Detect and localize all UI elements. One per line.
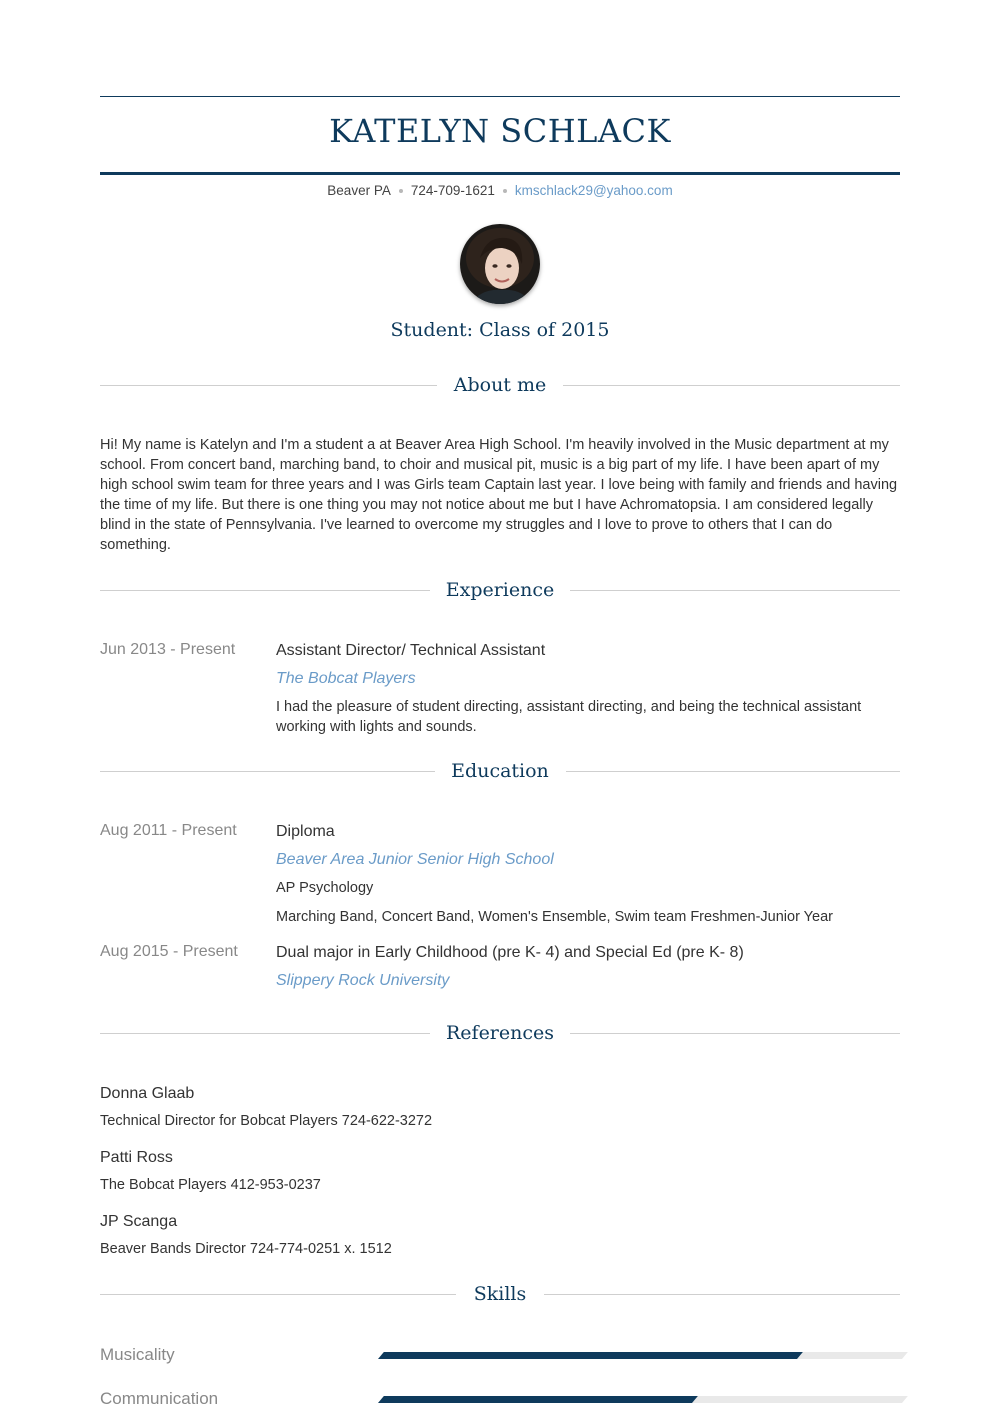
section-title: Skills (473, 1283, 527, 1305)
section-skills-heading (100, 1279, 900, 1309)
section-title: References (445, 1022, 555, 1044)
headline: Student: Class of 2015 (390, 319, 610, 341)
entry-organization: The Bobcat Players (276, 670, 416, 687)
section-title: Experience (445, 579, 555, 601)
reference-item (100, 1212, 900, 1259)
header-bottom-rule (100, 172, 900, 175)
section-experience-heading (100, 575, 900, 605)
skill-row (100, 1387, 900, 1411)
entry-body (276, 822, 886, 927)
separator-dot (503, 189, 507, 193)
reference-info: Technical Director for Bobcat Players 724-622-3272 (100, 1113, 433, 1129)
entry-role: Diploma (276, 823, 335, 840)
entry-description: AP Psychology (276, 880, 374, 896)
entry-body (276, 943, 886, 991)
skill-level-track (378, 1352, 908, 1359)
candidate-name: KATELYN SCHLACK (329, 112, 671, 150)
reference-name: JP Scanga (100, 1213, 178, 1230)
skill-name: Musicality (100, 1345, 175, 1364)
profile-photo (460, 224, 540, 304)
section-title: Education (451, 760, 549, 782)
entry-organization: Slippery Rock University (276, 972, 450, 989)
entry-date: Aug 2011 - Present (100, 822, 237, 839)
section-title: About me (453, 374, 547, 396)
entry-body (276, 641, 886, 737)
skill-name: Communication (100, 1389, 219, 1408)
entry-description: I had the pleasure of student directing, assistant directing, and being the technical assistant working with lights and sounds. (276, 699, 862, 735)
about-text: Hi! My name is Katelyn and I'm a student a at Beaver Area High School. I'm heavily involved in the Music department at my school. From concert band, marching band, to choir and musical pit, music is a big part of my life. I have been apart of my high school swim team for three years and I was Girls team Captain last year. I love being with family and friends and having the time of my life. But there is one thing you may not notice about me but I have Achromatopsia. I am considered legally blind in the state of Pennsylvania. I've learned to overcome my struggles and I love to prove to others that I can do something. (100, 437, 898, 553)
reference-name: Patti Ross (100, 1149, 173, 1166)
contact-line (100, 183, 900, 198)
reference-item (100, 1148, 900, 1195)
reference-info: The Bobcat Players 412-953-0237 (100, 1177, 321, 1193)
separator-dot (399, 189, 403, 193)
section-references-heading (100, 1018, 900, 1048)
entry-description: Marching Band, Concert Band, Women's Ensemble, Swim team Freshmen-Junior Year (276, 909, 833, 925)
avatar (460, 224, 540, 304)
email-link[interactable]: kmschlack29@yahoo.com (514, 183, 673, 198)
entry-date: Aug 2015 - Present (100, 943, 238, 960)
phone: 724-709-1621 (410, 183, 495, 198)
skill-level-fill (378, 1396, 698, 1403)
skill-level-track (378, 1396, 908, 1403)
entry-role: Dual major in Early Childhood (pre K- 4) and Special Ed (pre K- 8) (276, 944, 744, 961)
reference-name: Donna Glaab (100, 1085, 195, 1102)
reference-item (100, 1084, 900, 1131)
skill-level-fill (378, 1352, 803, 1359)
section-about-heading (100, 370, 900, 400)
entry-date: Jun 2013 - Present (100, 641, 236, 658)
skill-row (100, 1343, 900, 1367)
reference-info: Beaver Bands Director 724-774-0251 x. 1512 (100, 1241, 392, 1257)
header-top-rule (100, 96, 900, 97)
section-education-heading (100, 756, 900, 786)
entry-organization: Beaver Area Junior Senior High School (276, 851, 554, 868)
location: Beaver PA (327, 183, 391, 198)
entry-role: Assistant Director/ Technical Assistant (276, 642, 546, 659)
